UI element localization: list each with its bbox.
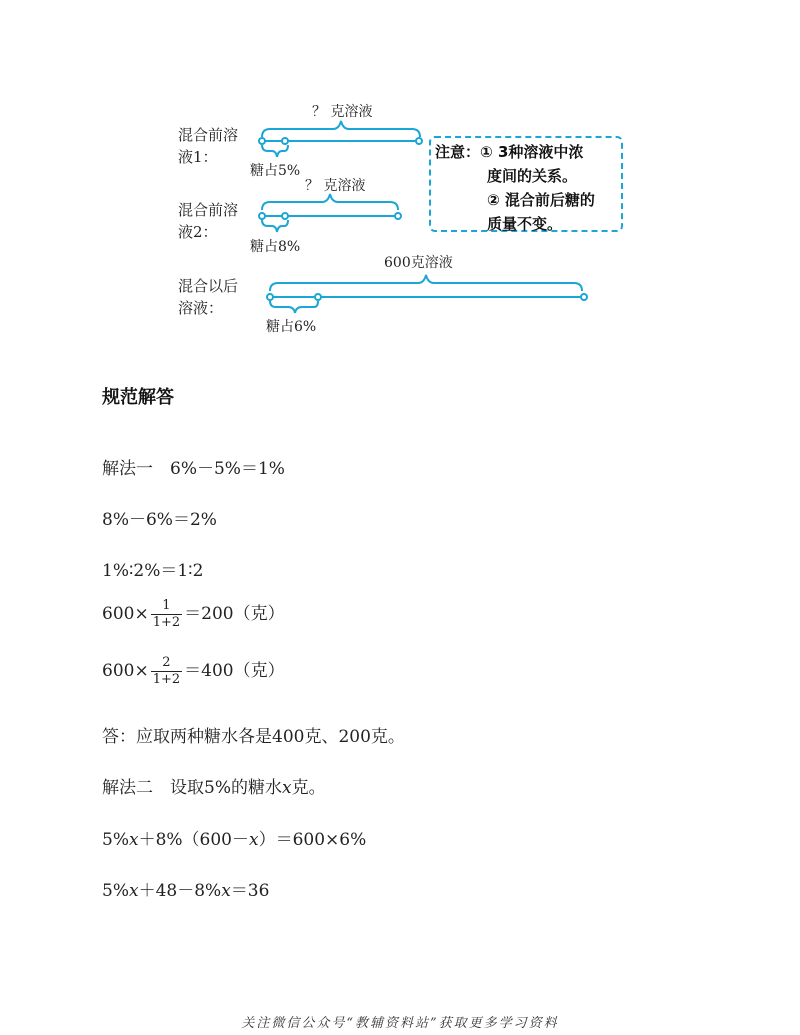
method2-variable: x xyxy=(281,778,292,798)
brace-bottom-row2 xyxy=(262,220,288,232)
row2-label-line2: 液2： xyxy=(178,223,218,241)
method2-suffix: 克。 xyxy=(291,778,326,798)
concentration-diagram xyxy=(0,0,800,360)
line4-prefix: 600× xyxy=(102,604,149,624)
line5-fraction xyxy=(151,655,182,688)
note-prefix: 注意： xyxy=(435,143,481,161)
bar-end-dot-row1 xyxy=(416,138,422,144)
equation-line-2 xyxy=(102,876,269,901)
brace-bottom-row1 xyxy=(262,145,288,157)
row1-total-label: ？ 克溶液 xyxy=(312,104,373,120)
bar-split-dot-row1 xyxy=(282,138,288,144)
brace-top-row3 xyxy=(270,275,582,291)
row2-label xyxy=(178,199,238,243)
line4-denominator: 1+2 xyxy=(152,615,181,630)
eq1-var-2: x xyxy=(249,830,259,850)
footer-watermark: 关注微信公众号“教辅资料站”获取更多学习资料 xyxy=(241,1016,559,1031)
note-row1 xyxy=(435,140,617,164)
row2-total-label: ？ 克溶液 xyxy=(305,178,366,194)
eq1-var-1: x xyxy=(128,830,139,850)
bar-start-dot-row1 xyxy=(259,138,265,144)
bar-split-dot-row3 xyxy=(315,294,321,300)
eq2-var-1: x xyxy=(128,881,139,901)
brace-top-row2 xyxy=(262,194,398,210)
solution-line-3: 1%∶2%＝1∶2 xyxy=(102,561,204,581)
equation-line-1 xyxy=(102,825,366,850)
brace-top-row1 xyxy=(262,121,420,137)
answer-line-1: 答：应取两种糖水各是400克、200克。 xyxy=(102,727,405,747)
eq2-part-a: 5% xyxy=(102,881,129,901)
eq2-part-c: ＝36 xyxy=(230,881,270,901)
row3-label xyxy=(178,275,238,319)
line4-result: ＝200（克） xyxy=(184,604,285,624)
row1-label-line2: 液1： xyxy=(178,148,218,166)
eq1-part-a: 5% xyxy=(102,830,129,850)
diagram-lines xyxy=(0,0,800,360)
row1-label-line1: 混合前溶 xyxy=(178,126,239,144)
note-item1-line1: ① 3种溶液中浓 xyxy=(480,143,584,161)
solution-line-1: 解法一 6%－5%＝1% xyxy=(102,459,285,479)
line5-denominator: 1+2 xyxy=(152,672,181,687)
row1-sugar-label: 糖占5% xyxy=(250,163,301,179)
row1-label xyxy=(178,124,238,168)
row3-label-line1: 混合以后 xyxy=(178,277,239,295)
bar-start-dot-row3 xyxy=(267,294,273,300)
line4-numerator: 1 xyxy=(151,598,182,615)
eq2-part-b: ＋48－8% xyxy=(138,881,222,901)
row2-label-line1: 混合前溶 xyxy=(178,201,239,219)
bar-end-dot-row3 xyxy=(581,294,587,300)
row3-total-label: 600克溶液 xyxy=(384,255,453,271)
solution-line-5 xyxy=(102,655,285,688)
line4-fraction xyxy=(151,598,182,631)
row2-sugar-label: 糖占8% xyxy=(250,239,301,255)
solution-method-2 xyxy=(102,773,326,798)
eq1-part-c: ）＝600×6% xyxy=(258,830,367,850)
bar-start-dot-row2 xyxy=(259,213,265,219)
solution-line-2: 8%－6%＝2% xyxy=(102,510,217,530)
line5-prefix: 600× xyxy=(102,661,149,681)
method2-prefix: 解法二 设取5%的糖水 xyxy=(102,778,282,798)
note-item2-line1: ② 混合前后糖的 xyxy=(487,191,595,209)
note-box xyxy=(429,136,623,232)
bar-split-dot-row2 xyxy=(282,213,288,219)
eq1-part-b: ＋8%（600－ xyxy=(138,830,249,850)
line5-numerator: 2 xyxy=(151,655,182,672)
row3-label-line2: 溶液： xyxy=(178,299,224,317)
note-item1-line2: 度间的关系。 xyxy=(487,167,578,185)
brace-bottom-row3 xyxy=(270,301,318,313)
eq2-var-2: x xyxy=(221,881,231,901)
line5-result: ＝400（克） xyxy=(184,661,285,681)
row3-sugar-label: 糖占6% xyxy=(266,319,317,335)
bar-end-dot-row2 xyxy=(395,213,401,219)
note-item2-line2: 质量不变。 xyxy=(487,215,563,233)
solution-line-4 xyxy=(102,598,285,631)
section-heading: 规范解答 xyxy=(102,387,174,408)
